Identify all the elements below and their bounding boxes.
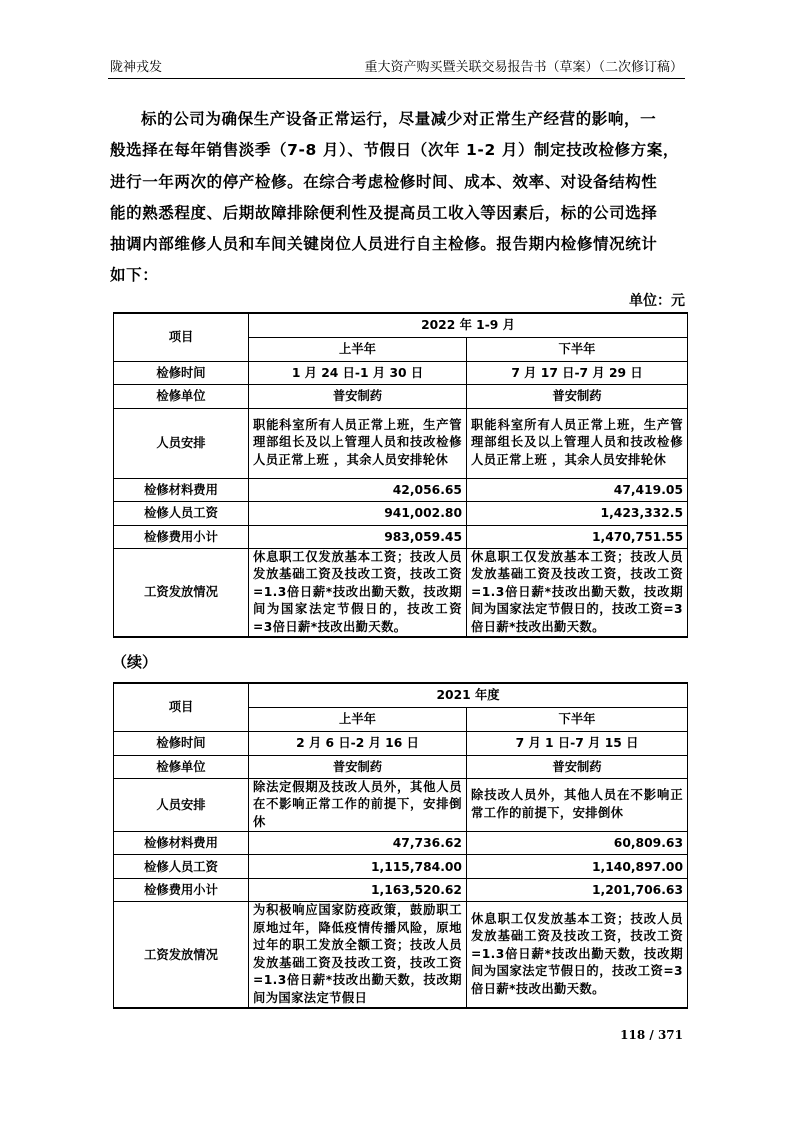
second-half-value: 47,419.05 <box>467 478 688 501</box>
table-row <box>114 902 688 1009</box>
table-row <box>114 361 688 384</box>
table-row <box>114 408 688 478</box>
row-label: 检修单位 <box>114 755 249 778</box>
second-half-value: 7 月 17 日-7 月 29 日 <box>467 361 688 384</box>
row-label: 检修单位 <box>114 384 249 408</box>
row-label: 检修材料费用 <box>114 832 249 855</box>
second-half-value: 普安制药 <box>467 384 688 408</box>
paragraph-line: 标的公司为确保生产设备正常运行，尽量减少对正常生产经营的影响，一 <box>141 110 657 128</box>
row-label: 检修费用小计 <box>114 525 249 548</box>
second-half-value: 60,809.63 <box>467 832 688 855</box>
item-header: 项目 <box>114 683 249 731</box>
table-row <box>114 778 688 832</box>
first-half-value: 普安制药 <box>249 384 467 408</box>
first-half-value: 除法定假期及技改人员外，其他人员在不影响正常工作的前提下，安排倒休 <box>249 778 467 832</box>
row-label: 检修时间 <box>114 731 249 755</box>
paragraph-line: 抽调内部维修人员和车间关键岗位人员进行自主检修。报告期内检修情况统计 <box>110 235 658 254</box>
second-half-value: 1,470,751.55 <box>467 525 688 548</box>
table-row <box>114 501 688 525</box>
first-half-value: 2 月 6 日-2 月 16 日 <box>249 731 467 755</box>
paragraph-line: 进行一年两次的停产检修。在综合考虑检修时间、成本、效率、对设备结构性 <box>110 172 658 191</box>
second-half-value: 普安制药 <box>467 755 688 778</box>
body-paragraph <box>110 104 684 292</box>
row-label: 工资发放情况 <box>114 548 249 637</box>
header-row <box>114 313 688 337</box>
half-header: 上半年 <box>249 337 467 361</box>
first-half-value: 941,002.80 <box>249 501 467 525</box>
first-half-value: 47,736.62 <box>249 832 467 855</box>
row-label: 检修材料费用 <box>114 478 249 501</box>
maintenance-table-2021 <box>113 682 688 1009</box>
paragraph-line: 般选择在每年销售淡季（7-8 月）、节假日（次年 1-2 月）制定技改检修方案， <box>110 141 679 160</box>
paragraph-line: 如下： <box>110 266 159 285</box>
second-half-value: 休息职工仅发放基本工资；技改人员发放基础工资及技改工资，技改工资=1.3倍日薪*技改出勤天数，技改期间为国家法定节假日的，技改工资=3倍日薪*技改出勤天数。 <box>467 548 688 637</box>
page-number: 118 / 371 <box>620 1028 683 1042</box>
second-half-value: 1,201,706.63 <box>467 879 688 902</box>
second-half-value: 除技改人员外，其他人员在不影响正常工作的前提下，安排倒休 <box>467 778 688 832</box>
table-row <box>114 525 688 548</box>
first-half-value: 普安制药 <box>249 755 467 778</box>
first-half-value: 1,115,784.00 <box>249 855 467 879</box>
second-half-value: 1,140,897.00 <box>467 855 688 879</box>
half-header: 下半年 <box>467 337 688 361</box>
continued-label: （续） <box>112 653 158 671</box>
half-header: 下半年 <box>467 707 688 731</box>
maintenance-table-2022 <box>113 312 688 638</box>
table-row <box>114 879 688 902</box>
table-row <box>114 731 688 755</box>
item-header: 项目 <box>114 313 249 361</box>
table-row <box>114 755 688 778</box>
first-half-value: 1,163,520.62 <box>249 879 467 902</box>
first-half-value: 983,059.45 <box>249 525 467 548</box>
row-label: 检修时间 <box>114 361 249 384</box>
row-label: 检修费用小计 <box>114 879 249 902</box>
period-header: 2022 年 1-9 月 <box>249 313 688 337</box>
table-row <box>114 855 688 879</box>
row-label: 检修人员工资 <box>114 501 249 525</box>
header-row <box>114 683 688 707</box>
second-half-value: 7 月 1 日-7 月 15 日 <box>467 731 688 755</box>
half-header: 上半年 <box>249 707 467 731</box>
table-row <box>114 548 688 637</box>
table-row <box>114 384 688 408</box>
header-right: 重大资产购买暨关联交易报告书（草案）（二次修订稿） <box>364 60 683 75</box>
row-label: 工资发放情况 <box>114 902 249 1009</box>
header-divider <box>108 78 685 79</box>
first-half-value: 休息职工仅发放基本工资；技改人员发放基础工资及技改工资，技改工资=1.3倍日薪*技改出勤天数，技改期间为国家法定节假日的，技改工资=3倍日薪*技改出勤天数。 <box>249 548 467 637</box>
second-half-value: 1,423,332.5 <box>467 501 688 525</box>
row-label: 人员安排 <box>114 778 249 832</box>
second-half-value: 职能科室所有人员正常上班，生产管理部组长及以上管理人员和技改检修人员正常上班 ，其余人员安排轮休 <box>467 408 688 478</box>
period-header: 2021 年度 <box>249 683 688 707</box>
first-half-value: 职能科室所有人员正常上班，生产管理部组长及以上管理人员和技改检修人员正常上班 ，其余人员安排轮休 <box>249 408 467 478</box>
paragraph-line: 能的熟悉程度、后期故障排除便利性及提高员工收入等因素后，标的公司选择 <box>110 203 658 222</box>
row-label: 检修人员工资 <box>114 855 249 879</box>
row-label: 人员安排 <box>114 408 249 478</box>
unit-label: 单位：元 <box>629 293 685 309</box>
first-half-value: 1 月 24 日-1 月 30 日 <box>249 361 467 384</box>
second-half-value: 休息职工仅发放基本工资；技改人员发放基础工资及技改工资，技改工资=1.3倍日薪*技改出勤天数，技改期间为国家法定节假日的，技改工资=3倍日薪*技改出勤天数。 <box>467 902 688 1009</box>
first-half-value: 为积极响应国家防疫政策，鼓励职工原地过年，降低疫情传播风险，原地过年的职工发放全额工资；技改人员发放基础工资及技改工资，技改工资=1.3倍日薪*技改出勤天数，技改期间为国家法定节假日 <box>249 902 467 1009</box>
first-half-value: 42,056.65 <box>249 478 467 501</box>
table-row <box>114 832 688 855</box>
table-row <box>114 478 688 501</box>
header-left: 陇神戎发 <box>110 60 163 75</box>
